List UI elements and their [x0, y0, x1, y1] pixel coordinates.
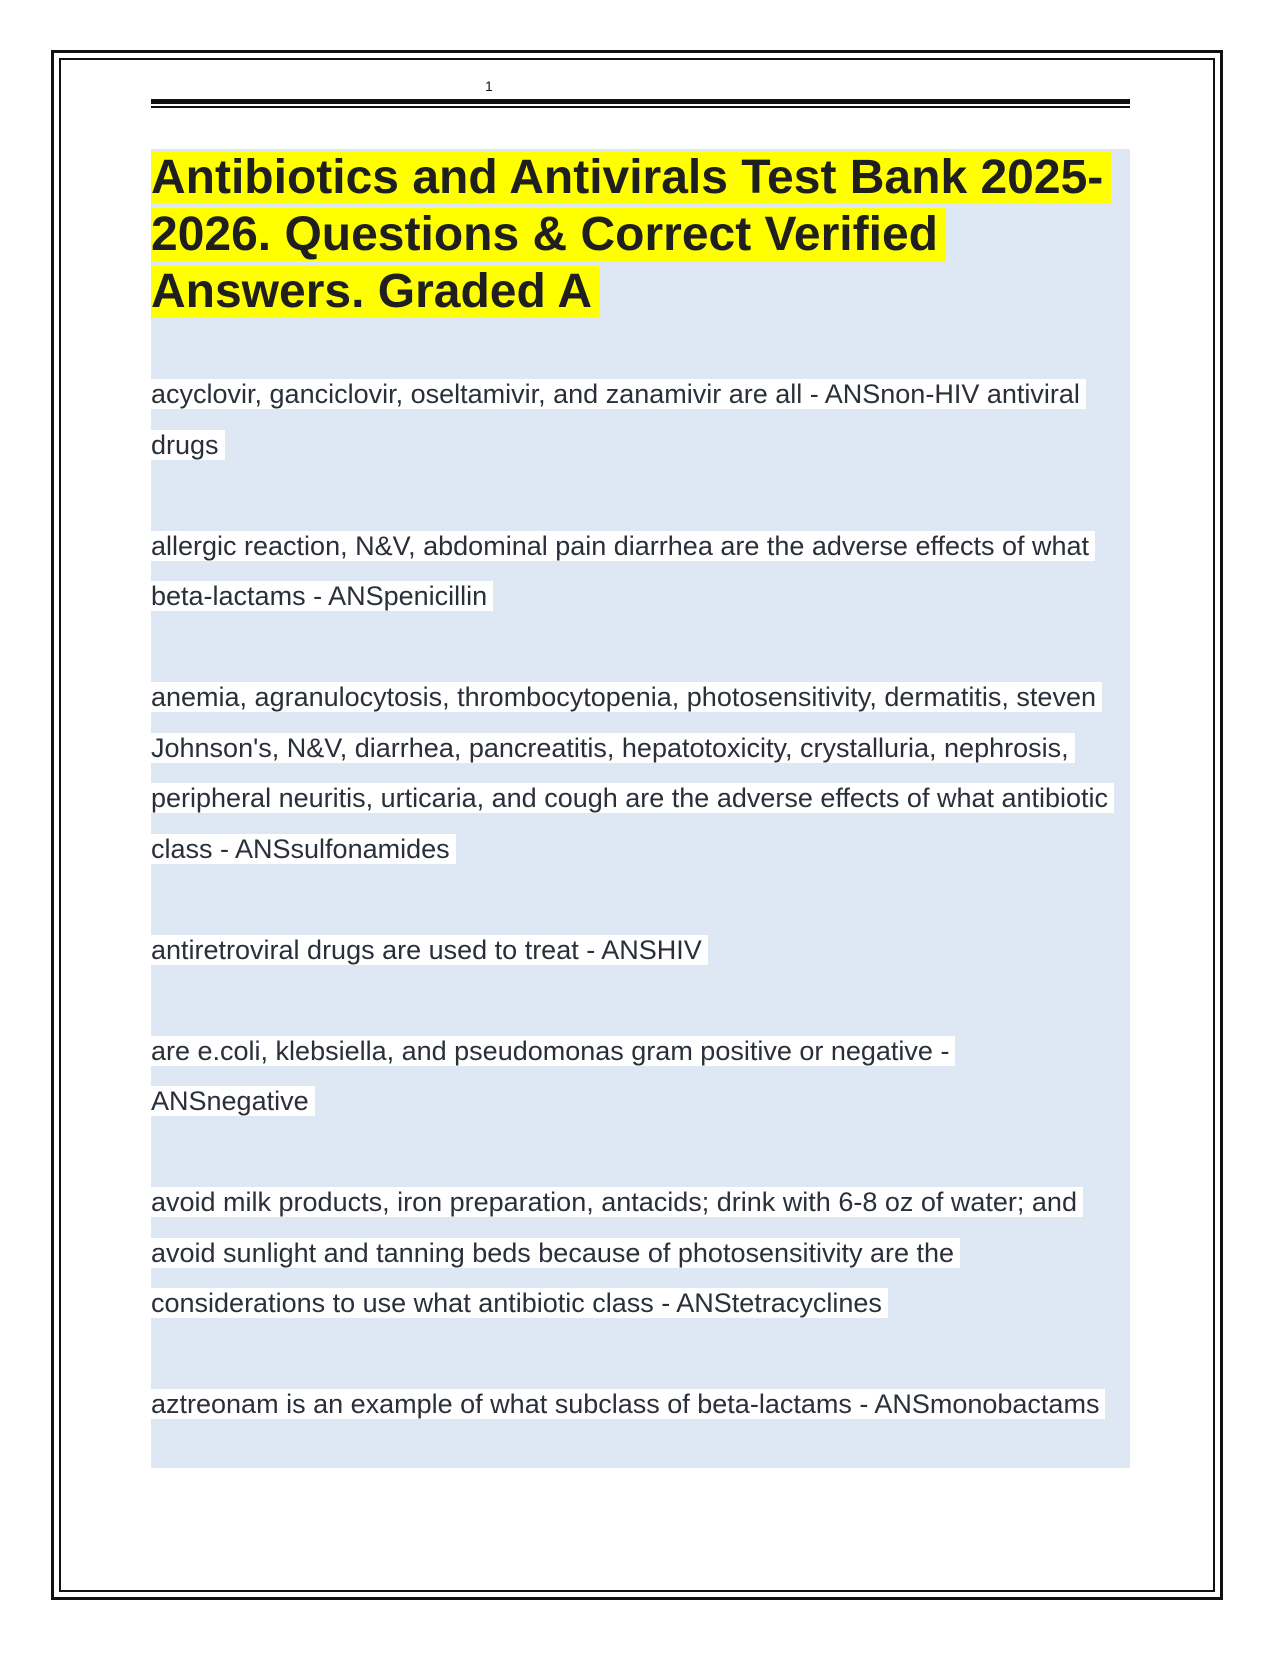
qa-text: allergic reaction, N&V, abdominal pain diarrhea are the adverse effects of what beta-lactams - ANSpenicillin — [151, 531, 1095, 612]
page-number: 1 — [485, 78, 493, 94]
qa-text: are e.coli, klebsiella, and pseudomonas gram positive or negative - ANSnegative — [151, 1036, 955, 1117]
list-item — [151, 925, 1111, 976]
qa-text: aztreonam is an example of what subclass of beta-lactams - ANSmonobactams — [151, 1389, 1105, 1419]
document-title — [151, 149, 1130, 320]
document-title-text: Antibiotics and Antivirals Test Bank 2025-2026. Questions & Correct Verified Answers. Graded A — [151, 151, 1111, 318]
qa-text: anemia, agranulocytosis, thrombocytopenia, photosensitivity, dermatitis, steven Johnson's, N&V, diarrhea, pancreatitis, hepatotoxicity, crystalluria, nephrosis, peripheral neuritis, urticaria, and cough are the adverse effects of what antibiotic class - ANSsulfonamides — [151, 682, 1114, 864]
list-item — [151, 1026, 1111, 1127]
list-item — [151, 369, 1111, 470]
document-body — [151, 149, 1130, 1468]
qa-text: acyclovir, ganciclovir, oseltamivir, and zanamivir are all - ANSnon-HIV antiviral drugs — [151, 379, 1086, 460]
list-item — [151, 1177, 1111, 1329]
list-item — [151, 672, 1111, 874]
question-answer-list — [151, 369, 1111, 1480]
list-item — [151, 1379, 1111, 1430]
header-rule-thick — [151, 99, 1130, 104]
header-rule-thin — [151, 106, 1130, 108]
qa-text: avoid milk products, iron preparation, antacids; drink with 6-8 oz of water; and avoid sunlight and tanning beds because of photosensitivity are the considerations to use what antibiotic class - ANStetracyclines — [151, 1187, 1083, 1318]
list-item — [151, 521, 1111, 622]
qa-text: antiretroviral drugs are used to treat - ANSHIV — [151, 935, 708, 965]
